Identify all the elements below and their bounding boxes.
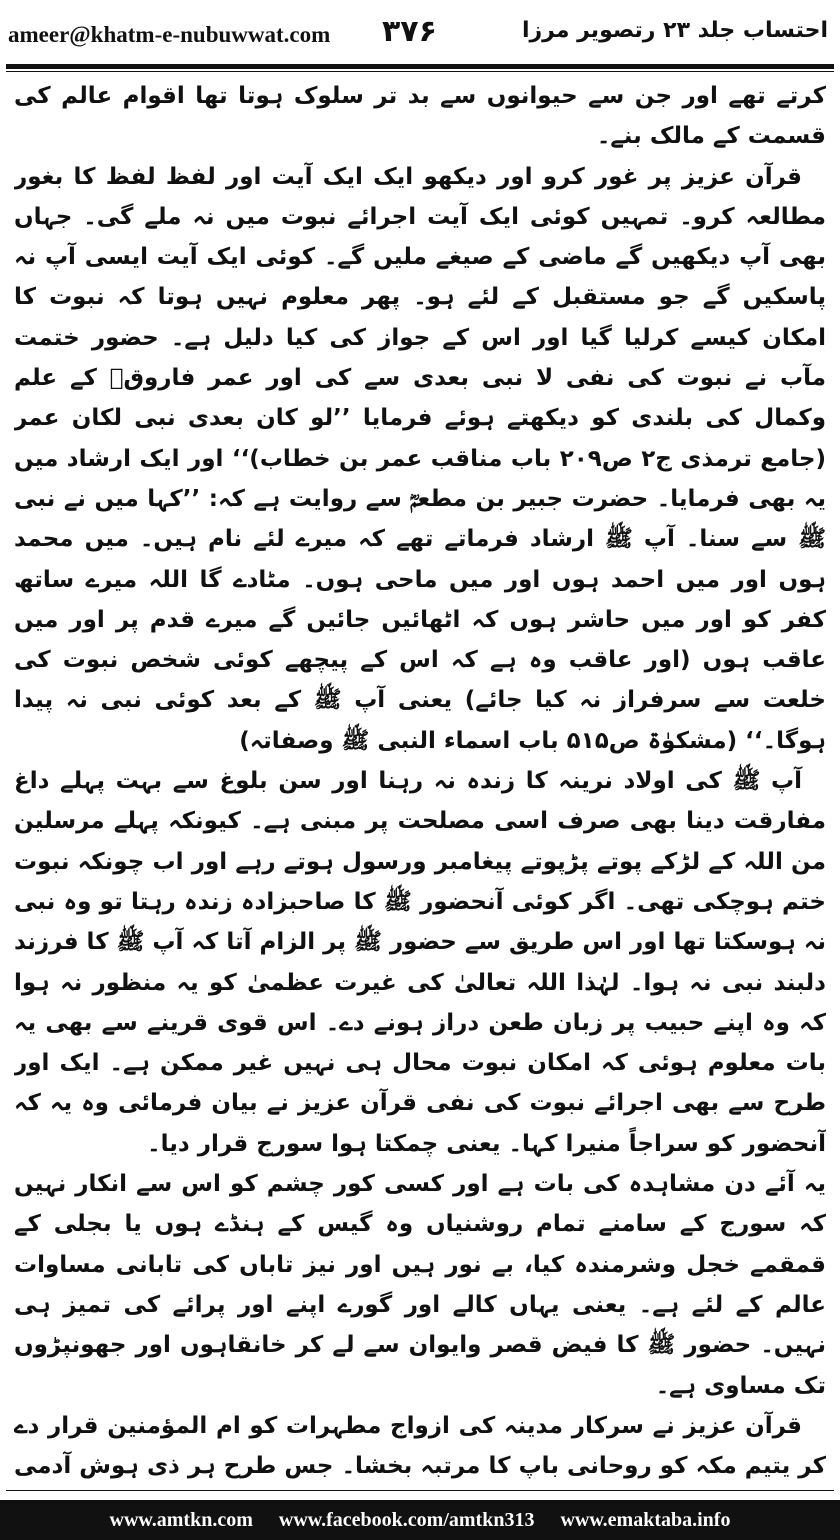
footer-link-facebook[interactable]: www.facebook.com/amtkn313 (278, 1508, 535, 1531)
page-number: ۳۷۶ (382, 14, 437, 49)
header-rule-thick (6, 64, 834, 69)
footer-link-amtkn[interactable]: www.amtkn.com (109, 1508, 253, 1531)
paragraph: قرآن عزیز پر غور کرو اور دیکھو ایک ایک آیت اور لفظ لفظ کا بغور مطالعہ کرو۔ تمہیں کوئی ایک آیت اجرائے نبوت میں نہ ملے گی۔ جہاں بھی آپ دیکھیں گے ماضی کے صیغے ملیں گے۔ کوئی ایک آیت ایسی آپ نہ پاسکیں گے جو مستقبل کے لئے ہو۔ پھر معلوم نہیں ہوتا کہ نبوت کا امکان کیسے کرلیا گیا اور اس کے جواز کی کیا دلیل ہے۔ حضور ختمت مآب نے نبوت کی نفی لا نبی بعدی سے کی اور عمر فاروقؓ کے علم وکمال کی بلندی کو دیکھتے ہوئے فرمایا ’’لو کان بعدی نبی لکان عمر (جامع ترمذی ج۲ ص۲۰۹ باب مناقب عمر بن خطاب)‘‘ اور ایک ارشاد میں یہ بھی فرمایا۔ حضرت جبیر بن مطعمؓ سے روایت ہے کہ: ’’کہا میں نے نبی ﷺ سے سنا۔ آپ ﷺ ارشاد فرماتے تھے کہ میرے لئے نام ہیں۔ میں محمد ہوں اور میں احمد ہوں اور میں ماحی ہوں۔ مٹادے گا اللہ میرے ساتھ کفر کو اور میں حاشر ہوں کہ اٹھائیں جائیں گے میرے قدم پر اور میں عاقب ہوں (اور عاقب وہ ہے کہ اس کے پیچھے کوئی شخص نبوت کی خلعت سے سرفراز نہ کیا جائے) یعنی آپ ﷺ کے بعد کوئی نبی نہ پیدا ہوگا۔‘‘ (مشکوٰۃ ص۵۱۵ باب اسماء النبی ﷺ وصفاتہ) (14, 163, 826, 754)
footer-link-emaktaba[interactable]: www.emaktaba.info (560, 1508, 731, 1531)
paragraph: کرتے تھے اور جن سے حیوانوں سے بد تر سلوک ہوتا تھا اقوام عالم کی قسمت کے مالک بنے۔ (14, 83, 826, 150)
header-rule-thin (6, 71, 834, 72)
page-header (0, 0, 840, 66)
article-body (14, 76, 826, 1480)
paragraph: آپ ﷺ کی اولاد نرینہ کا زندہ نہ رہنا اور سن بلوغ سے بہت پہلے داغ مفارقت دینا بھی صرف اسی مصلحت پر مبنی ہے۔ کیونکہ پہلے مرسلین من اللہ کے لڑکے پوتے پڑپوتے پیغامبر ورسول ہوتے رہے اور اب چونکہ نبوت ختم ہوچکی تھی۔ اگر کوئی آنحضور ﷺ کا صاحبزادہ زندہ رہتا تو وہ نبی نہ ہوسکتا تھا اور اس طریق سے حضور ﷺ پر الزام آتا کہ آپ ﷺ کا فرزند دلبند نبی نہ ہوا۔ لہٰذا اللہ تعالیٰ کی غیرت عظمیٰ کو یہ منظور نہ ہوا کہ وہ اپنے حبیب پر زبان طعن دراز ہونے دے۔ اس قوی قرینے سے بھی یہ بات معلوم ہوئی کہ امکان نبوت محال ہی نہیں غیر ممکن ہے۔ ایک اور طرح سے بھی اجرائے نبوت کی نفی قرآن عزیز نے بیان فرمائی وہ یہ کہ آنحضور کو سراجاً منیرا کہا۔ یعنی چمکتا ہوا سورج قرار دیا۔ (14, 768, 826, 1157)
paragraph: قرآن عزیز نے سرکار مدینہ کی ازواج مطہرات کو ام المؤمنین قرار دے کر یتیم مکہ کو روحانی باپ کا مرتبہ بخشا۔ جس طرح ہر ذی ہوش آدمی (14, 1412, 826, 1480)
footer-rule-thin (6, 1490, 834, 1491)
header-email[interactable]: ameer@khatm-e-nubuwwat.com (8, 22, 331, 47)
book-title: احتساب جلد ۲۳ رتصویر مرزا (521, 18, 828, 43)
paragraph: یہ آئے دن مشاہدہ کی بات ہے اور کسی کور چشم کو اس سے انکار نہیں کہ سورج کے سامنے تمام روشنیاں وہ گیس کے ہنڈے ہوں یا بجلی کے قمقمے خجل وشرمندہ کیا، بے نور ہیں اور نیز تاباں کی تابانی مساوات عالم کے لئے ہے۔ یعنی یہاں کالے اور گورے اپنے اور پرائے کی تمیز ہی نہیں۔ حضور ﷺ کا فیض قصر وایوان سے لے کر خانقاہوں اور جھونپڑوں تک مساوی ہے۔ (14, 1171, 826, 1399)
page-footer (0, 1500, 840, 1540)
